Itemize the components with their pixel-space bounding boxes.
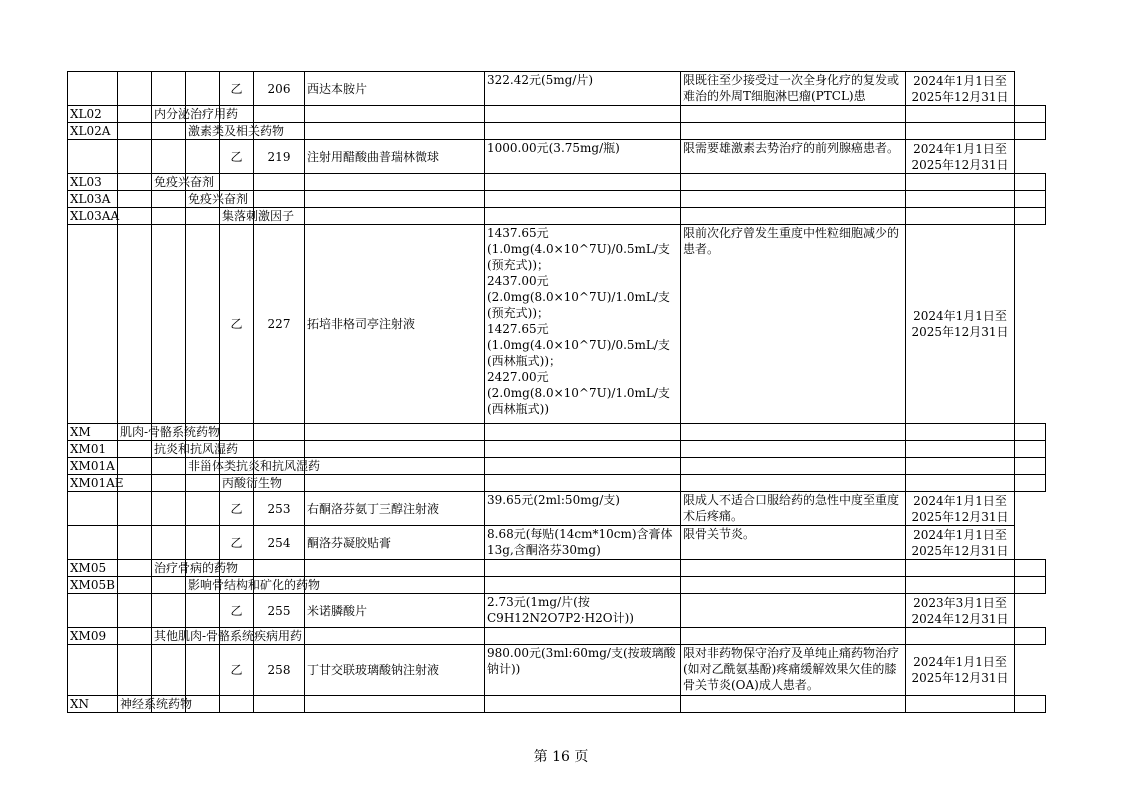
category-name: 治疗骨病的药物 xyxy=(152,560,186,577)
empty-cell xyxy=(118,72,152,106)
empty-cell xyxy=(681,191,906,208)
category-name: 激素类及相关药物 xyxy=(186,123,220,140)
drug-dates xyxy=(906,645,1015,696)
category-code: XL02A xyxy=(68,123,118,140)
drug-dates xyxy=(906,72,1015,106)
empty-cell xyxy=(68,492,118,526)
date-start: 2024年1月1日至 xyxy=(913,73,1007,88)
category-name: 肌肉-骨骼系统药物 xyxy=(118,424,152,441)
empty-cell xyxy=(118,492,152,526)
date-start: 2024年1月1日至 xyxy=(913,527,1007,542)
drug-dates xyxy=(906,492,1015,526)
date-end: 2024年12月31日 xyxy=(911,611,1009,626)
cell-text: 8.68元(每贴(14cm*10cm)含膏体13g,含酮洛芬30mg) xyxy=(487,527,673,557)
empty-cell xyxy=(681,458,906,475)
indent-cell xyxy=(118,208,152,225)
drug-tier: 乙 xyxy=(220,526,254,560)
empty-cell xyxy=(152,72,186,106)
drug-row xyxy=(68,645,1046,696)
category-row xyxy=(68,560,1046,577)
empty-cell xyxy=(305,123,485,140)
empty-cell xyxy=(186,594,220,628)
empty-cell xyxy=(152,645,186,696)
date-start: 2024年1月1日至 xyxy=(913,493,1007,508)
category-name: 免疫兴奋剂 xyxy=(186,191,220,208)
empty-cell xyxy=(68,140,118,174)
indent-cell xyxy=(186,475,220,492)
empty-cell xyxy=(1015,106,1046,123)
category-row xyxy=(68,424,1046,441)
empty-cell xyxy=(1015,441,1046,458)
date-end: 2025年12月31日 xyxy=(911,157,1009,172)
empty-cell xyxy=(1015,123,1046,140)
indent-cell xyxy=(118,191,152,208)
empty-cell xyxy=(906,475,1015,492)
empty-cell xyxy=(485,123,681,140)
empty-cell xyxy=(1015,174,1046,191)
category-code: XN xyxy=(68,696,118,713)
indent-cell xyxy=(118,628,152,645)
empty-cell xyxy=(305,475,485,492)
category-code: XM01AE xyxy=(68,475,118,492)
price-line: (西林瓶式)) xyxy=(487,402,550,416)
indent-cell xyxy=(118,441,152,458)
indent-cell xyxy=(118,106,152,123)
indent-cell xyxy=(152,208,186,225)
category-code: XM09 xyxy=(68,628,118,645)
empty-cell xyxy=(1015,560,1046,577)
empty-cell xyxy=(1015,475,1046,492)
price-line: (预充式))； xyxy=(487,258,550,272)
empty-cell xyxy=(152,594,186,628)
empty-cell xyxy=(906,174,1015,191)
drug-price xyxy=(485,225,681,424)
drug-table-body xyxy=(68,72,1046,713)
empty-cell xyxy=(254,106,305,123)
category-row xyxy=(68,174,1046,191)
category-name: 其他肌肉-骨骼系统疾病用药 xyxy=(152,628,186,645)
empty-cell xyxy=(681,475,906,492)
drug-number: 258 xyxy=(254,645,305,696)
drug-dates xyxy=(906,140,1015,174)
empty-cell xyxy=(485,560,681,577)
cell-text: 限需要雄激素去势治疗的前列腺癌患者。 xyxy=(683,141,900,155)
category-code: XM xyxy=(68,424,118,441)
empty-cell xyxy=(305,441,485,458)
indent-cell xyxy=(152,191,186,208)
category-row xyxy=(68,191,1046,208)
empty-cell xyxy=(681,441,906,458)
drug-name: 注射用醋酸曲普瑞林微球 xyxy=(305,140,485,174)
drug-number: 253 xyxy=(254,492,305,526)
empty-cell xyxy=(186,492,220,526)
empty-cell xyxy=(485,458,681,475)
empty-cell xyxy=(118,140,152,174)
empty-cell xyxy=(186,72,220,106)
empty-cell xyxy=(220,696,254,713)
empty-cell xyxy=(485,174,681,191)
drug-table xyxy=(67,71,1046,713)
drug-price xyxy=(485,492,681,526)
drug-price xyxy=(485,526,681,560)
cell-text: 2.73元(1mg/片(按C9H12N2O7P2·H2O计)) xyxy=(487,595,634,625)
empty-cell xyxy=(906,208,1015,225)
empty-cell xyxy=(906,441,1015,458)
drug-price xyxy=(485,72,681,106)
category-code: XL03 xyxy=(68,174,118,191)
drug-limit xyxy=(681,492,906,526)
price-line: 1427.65元 xyxy=(487,322,549,336)
category-name: 抗炎和抗风湿药 xyxy=(152,441,186,458)
empty-cell xyxy=(485,628,681,645)
empty-cell xyxy=(681,123,906,140)
drug-tier: 乙 xyxy=(220,645,254,696)
empty-cell xyxy=(220,424,254,441)
drug-limit xyxy=(681,225,906,424)
empty-cell xyxy=(485,577,681,594)
price-line: (1.0mg(4.0×10^7U)/0.5mL/支 xyxy=(487,242,670,256)
indent-cell xyxy=(118,174,152,191)
empty-cell xyxy=(186,225,220,424)
empty-cell xyxy=(305,208,485,225)
empty-cell xyxy=(118,526,152,560)
empty-cell xyxy=(68,526,118,560)
category-row xyxy=(68,106,1046,123)
drug-number: 254 xyxy=(254,526,305,560)
drug-dates xyxy=(906,526,1015,560)
empty-cell xyxy=(68,645,118,696)
empty-cell xyxy=(152,140,186,174)
empty-cell xyxy=(68,225,118,424)
empty-cell xyxy=(485,191,681,208)
drug-name: 酮洛芬凝胶贴膏 xyxy=(305,526,485,560)
empty-cell xyxy=(1015,458,1046,475)
category-name: 神经系统药物 xyxy=(118,696,152,713)
empty-cell xyxy=(1015,696,1046,713)
indent-cell xyxy=(152,458,186,475)
drug-limit xyxy=(681,526,906,560)
empty-cell xyxy=(254,174,305,191)
empty-cell xyxy=(186,526,220,560)
drug-name: 西达本胺片 xyxy=(305,72,485,106)
drug-name: 米诺膦酸片 xyxy=(305,594,485,628)
price-line: (2.0mg(8.0×10^7U)/1.0mL/支 xyxy=(487,290,670,304)
drug-name: 拓培非格司亭注射液 xyxy=(305,225,485,424)
category-code: XL02 xyxy=(68,106,118,123)
category-name: 丙酸衍生物 xyxy=(220,475,254,492)
date-start: 2024年1月1日至 xyxy=(913,655,1007,669)
empty-cell xyxy=(906,458,1015,475)
drug-tier: 乙 xyxy=(220,492,254,526)
empty-cell xyxy=(254,191,305,208)
page-number: 第 16 页 xyxy=(533,749,589,765)
empty-cell xyxy=(254,424,305,441)
price-lines xyxy=(487,225,678,415)
category-code: XL03A xyxy=(68,191,118,208)
cell-text: 限成人不适合口服给药的急性中度至重度术后疼痛。 xyxy=(683,493,900,523)
empty-cell xyxy=(305,191,485,208)
empty-cell xyxy=(681,208,906,225)
empty-cell xyxy=(906,577,1015,594)
empty-cell xyxy=(681,628,906,645)
empty-cell xyxy=(1015,628,1046,645)
empty-cell xyxy=(152,526,186,560)
cell-text: 1000.00元(3.75mg/瓶) xyxy=(487,141,620,155)
empty-cell xyxy=(681,560,906,577)
date-end: 2025年12月31日 xyxy=(911,543,1009,558)
empty-cell xyxy=(305,458,485,475)
empty-cell xyxy=(118,645,152,696)
drug-row xyxy=(68,594,1046,628)
empty-cell xyxy=(305,424,485,441)
drug-row xyxy=(68,140,1046,174)
drug-dates xyxy=(906,594,1015,628)
cell-text: 39.65元(2ml:50mg/支) xyxy=(487,493,620,507)
empty-cell xyxy=(1015,191,1046,208)
category-code: XL03AA xyxy=(68,208,118,225)
drug-price xyxy=(485,140,681,174)
indent-cell xyxy=(118,577,152,594)
empty-cell xyxy=(485,475,681,492)
empty-cell xyxy=(305,560,485,577)
indent-cell xyxy=(118,560,152,577)
category-row xyxy=(68,475,1046,492)
empty-cell xyxy=(485,441,681,458)
category-code: XM01 xyxy=(68,441,118,458)
empty-cell xyxy=(906,123,1015,140)
indent-cell xyxy=(186,208,220,225)
category-name: 非甾体类抗炎和抗风湿药 xyxy=(186,458,220,475)
indent-cell xyxy=(118,123,152,140)
empty-cell xyxy=(118,225,152,424)
indent-cell xyxy=(152,123,186,140)
empty-cell xyxy=(254,560,305,577)
price-line: (2.0mg(8.0×10^7U)/1.0mL/支 xyxy=(487,386,670,400)
empty-cell xyxy=(152,225,186,424)
drug-dates xyxy=(906,225,1015,424)
date-end: 2025年12月31日 xyxy=(911,671,1009,685)
empty-cell xyxy=(681,424,906,441)
category-code: XM05B xyxy=(68,577,118,594)
drug-limit xyxy=(681,140,906,174)
category-code: XM01A xyxy=(68,458,118,475)
empty-cell xyxy=(220,174,254,191)
category-row xyxy=(68,696,1046,713)
category-row xyxy=(68,441,1046,458)
empty-cell xyxy=(254,696,305,713)
empty-cell xyxy=(305,577,485,594)
empty-cell xyxy=(152,492,186,526)
category-name: 影响骨结构和矿化的药物 xyxy=(186,577,220,594)
cell-text: 限骨关节炎。 xyxy=(683,527,756,541)
date-start: 2024年1月1日至 xyxy=(913,141,1007,156)
empty-cell xyxy=(906,696,1015,713)
date-end: 2025年12月31日 xyxy=(911,325,1009,339)
cell-text: 限既往至少接受过一次全身化疗的复发或难治的外周T细胞淋巴瘤(PTCL)患 xyxy=(683,73,900,103)
drug-limit xyxy=(681,645,906,696)
drug-limit xyxy=(681,594,906,628)
empty-cell xyxy=(485,106,681,123)
drug-limit xyxy=(681,72,906,106)
cell-text: 限对非药物保守治疗及单纯止痛药物治疗(如对乙酰氨基酚)疼痛缓解效果欠佳的膝骨关节炎(OA)成人患者。 xyxy=(683,646,900,692)
cell-text: 322.42元(5mg/片) xyxy=(487,73,594,87)
drug-number: 206 xyxy=(254,72,305,106)
price-line: (西林瓶式))； xyxy=(487,354,562,368)
drug-price xyxy=(485,645,681,696)
empty-cell xyxy=(906,424,1015,441)
category-row xyxy=(68,577,1046,594)
category-row xyxy=(68,628,1046,645)
category-row xyxy=(68,123,1046,140)
drug-tier: 乙 xyxy=(220,72,254,106)
category-row xyxy=(68,208,1046,225)
drug-name: 丁甘交联玻璃酸钠注射液 xyxy=(305,645,485,696)
drug-row xyxy=(68,492,1046,526)
drug-number: 219 xyxy=(254,140,305,174)
empty-cell xyxy=(1015,424,1046,441)
empty-cell xyxy=(681,696,906,713)
drug-price xyxy=(485,594,681,628)
empty-cell xyxy=(485,696,681,713)
empty-cell xyxy=(68,594,118,628)
date-end: 2025年12月31日 xyxy=(911,89,1009,104)
category-code: XM05 xyxy=(68,560,118,577)
drug-number: 255 xyxy=(254,594,305,628)
drug-tier: 乙 xyxy=(220,225,254,424)
price-line: (1.0mg(4.0×10^7U)/0.5mL/支 xyxy=(487,338,670,352)
empty-cell xyxy=(305,628,485,645)
price-line: 2437.00元 xyxy=(487,274,549,288)
empty-cell xyxy=(681,106,906,123)
empty-cell xyxy=(485,208,681,225)
price-line: 2427.00元 xyxy=(487,370,549,384)
empty-cell xyxy=(1015,208,1046,225)
indent-cell xyxy=(118,458,152,475)
empty-cell xyxy=(681,174,906,191)
empty-cell xyxy=(906,560,1015,577)
empty-cell xyxy=(906,191,1015,208)
date-start: 2024年1月1日至 xyxy=(913,309,1007,323)
empty-cell xyxy=(1015,577,1046,594)
drug-row xyxy=(68,225,1046,424)
empty-cell xyxy=(68,72,118,106)
category-name: 免疫兴奋剂 xyxy=(152,174,186,191)
empty-cell xyxy=(186,140,220,174)
empty-cell xyxy=(254,441,305,458)
category-row xyxy=(68,458,1046,475)
cell-text: 限前次化疗曾发生重度中性粒细胞减少的患者。 xyxy=(683,226,900,256)
category-name: 内分泌治疗用药 xyxy=(152,106,186,123)
empty-cell xyxy=(118,594,152,628)
indent-cell xyxy=(152,577,186,594)
date-end: 2025年12月31日 xyxy=(911,509,1009,524)
category-name: 集落刺激因子 xyxy=(220,208,254,225)
empty-cell xyxy=(305,174,485,191)
empty-cell xyxy=(305,696,485,713)
date-start: 2023年3月1日至 xyxy=(913,595,1007,610)
drug-number: 227 xyxy=(254,225,305,424)
drug-tier: 乙 xyxy=(220,140,254,174)
drug-name: 右酮洛芬氨丁三醇注射液 xyxy=(305,492,485,526)
price-line: 1437.65元 xyxy=(487,226,549,240)
drug-row xyxy=(68,526,1046,560)
empty-cell xyxy=(485,424,681,441)
drug-tier: 乙 xyxy=(220,594,254,628)
price-line: (预充式))； xyxy=(487,306,550,320)
empty-cell xyxy=(906,106,1015,123)
empty-cell xyxy=(186,645,220,696)
drug-row xyxy=(68,72,1046,106)
empty-cell xyxy=(305,106,485,123)
indent-cell xyxy=(152,475,186,492)
empty-cell xyxy=(906,628,1015,645)
empty-cell xyxy=(681,577,906,594)
cell-text: 980.00元(3ml:60mg/支(按玻璃酸钠计)) xyxy=(487,646,676,676)
